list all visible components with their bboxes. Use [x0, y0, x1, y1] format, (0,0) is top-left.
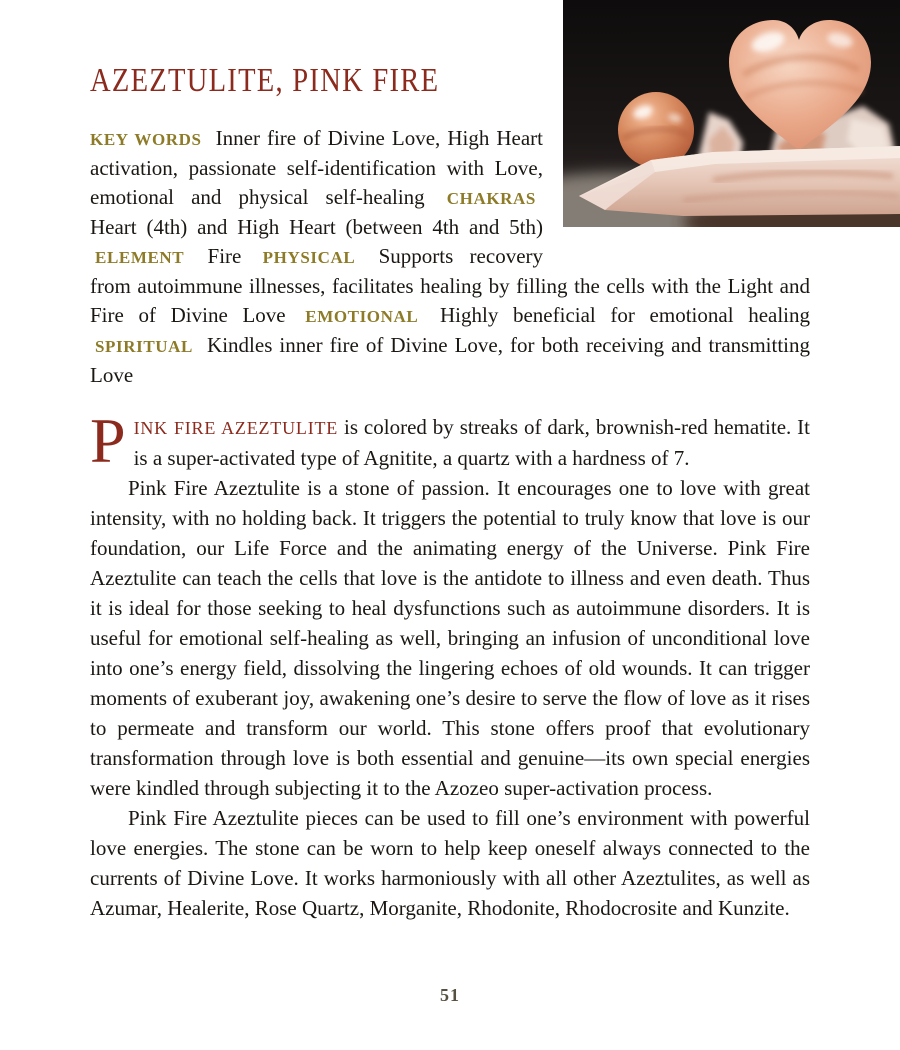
page-title: AZEZTULITE, PINK FIRE [90, 62, 440, 99]
chakras-text: Heart (4th) and High Heart (between 4th and 5th) [90, 215, 543, 239]
element-label: ELEMENT [95, 248, 185, 267]
pink-fire-azeztulite-stones-photo [563, 0, 900, 227]
body-paragraph: Pink Fire Azeztulite is a stone of passion. It encourages one to love with great intensity, with no holding back. It triggers the potential to truly know that love is our foundation, our Life Force and the animating energy of the Universe. Pink Fire Azeztulite can teach the cells that love is the antidote to illness and even death. Thus it is ideal for those seeking to heal dysfunctions such as autoimmune disorders. It is useful for emotional self-healing as well, bringing an infusion of unconditional love into one’s energy field, dissolving the lingering echoes of old wounds. It can trigger moments of exuberant joy, awakening one’s desire to serve the flow of love as it rises to permeate and transform our world. This stone offers proof that evolutionary transformation through love is both essential and genuine—its own special energies were kindled through subjecting it to the Azozeo super-activation process. [90, 476, 810, 800]
element-text: Fire [207, 244, 242, 268]
key-words-label: KEY WORDS [90, 130, 202, 149]
spiritual-text: Kindles inner fire of Divine Love, for both receiving and transmitting Love [90, 333, 810, 387]
emotional-label: EMOTIONAL [305, 307, 419, 326]
lead-text: is colored by streaks of dark, brownish-red hematite. It is a super-activated type of Agnitite, a quartz with a hardness of 7. [133, 415, 810, 470]
page-content [90, 0, 900, 923]
body-paragraph: Pink Fire Azeztulite pieces can be used to fill one’s environment with powerful love energies. The stone can be worn to help keep oneself always connected to the currents of Divine Love. It works harmoniously with all other Azeztulites, as well as Azumar, Healerite, Rose Quartz, Morganite, Rhodonite, Rhodocrosite and Kunzite. [90, 806, 810, 920]
spiritual-label: SPIRITUAL [95, 337, 193, 356]
drop-cap: P [90, 405, 126, 476]
physical-label: PHYSICAL [262, 248, 356, 267]
lead-smallcaps: INK FIRE AZEZTULITE [133, 418, 339, 438]
chakras-label: CHAKRAS [446, 189, 536, 208]
physical-text: Supports recovery from autoimmune illnesses, facilitates healing by filling the cells with the Light and Fire of Divine Love [90, 244, 810, 327]
lead-paragraph [90, 405, 810, 476]
key-words-text: Inner fire of Divine Love, High Heart activation, passionate self-identification with Love, emotional and physical self-healing [90, 126, 543, 209]
emotional-text: Highly beneficial for emotional healing [439, 303, 810, 327]
page-number: 51 [440, 985, 460, 1005]
